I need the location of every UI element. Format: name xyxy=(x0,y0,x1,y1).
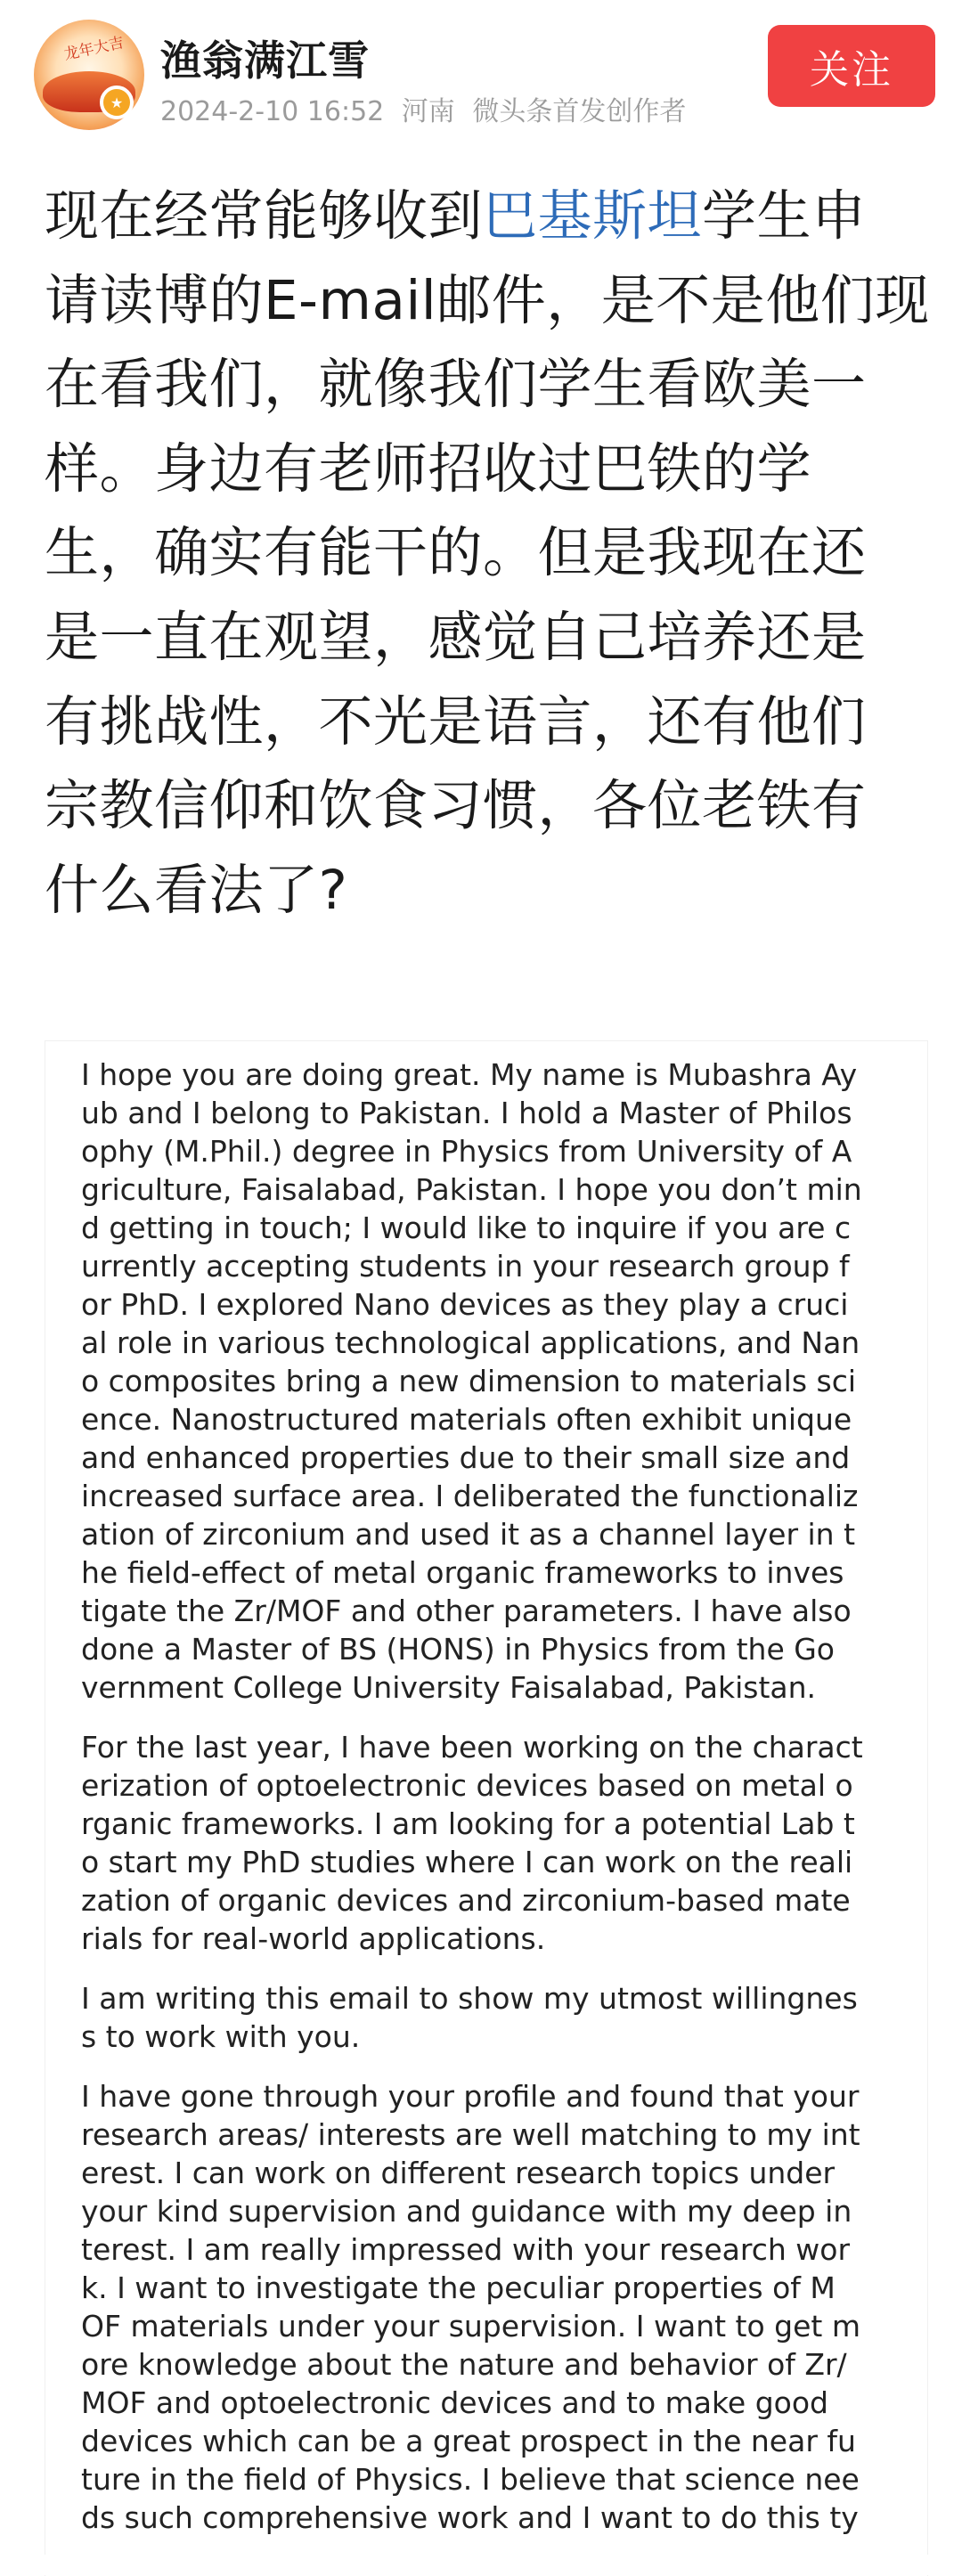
post-date: 2024-2-10 16:52 xyxy=(160,96,385,127)
email-line: s to work with you. xyxy=(81,2019,361,2054)
post-header xyxy=(0,0,962,151)
bottom-edge xyxy=(0,2555,962,2575)
email-line: devices which can be a great prospect in the near fu xyxy=(81,2424,856,2458)
post-line-text: 现在经常能够收到 xyxy=(45,184,484,248)
paragraph-gap xyxy=(81,2056,901,2077)
topic-link[interactable]: 巴基斯坦 xyxy=(483,184,703,248)
email-line: urrently accepting students in your research group f xyxy=(81,1249,850,1284)
email-line: and enhanced properties due to their small size and xyxy=(81,1440,851,1475)
post-location: 河南 xyxy=(401,96,455,127)
post-line xyxy=(45,175,926,259)
email-line: ds such comprehensive work and I want to do this ty xyxy=(81,2500,859,2535)
email-line: rganic frameworks. I am looking for a potential Lab t xyxy=(81,1806,855,1841)
paragraph-gap xyxy=(81,1707,901,1728)
email-line: I hope you are doing great. My name is Mubashra Ay xyxy=(81,1057,858,1092)
post-line: 是一直在观望，感觉自己培养还是 xyxy=(45,605,867,669)
email-line: increased surface area. I deliberated the functionaliz xyxy=(81,1479,859,1513)
post-line-text: 学生申 xyxy=(702,184,867,248)
creator-tag: 微头条首发创作者 xyxy=(472,96,687,127)
email-line: vernment College University Faisalabad, Pakistan. xyxy=(81,1670,817,1705)
email-line: I am writing this email to show my utmost willingnes xyxy=(81,1981,858,2016)
email-line: terest. I am really impressed with your research wor xyxy=(81,2232,851,2267)
email-line: griculture, Faisalabad, Pakistan. I hope you don’t min xyxy=(81,1172,862,1207)
email-line: tigate the Zr/MOF and other parameters. I have also xyxy=(81,1594,852,1628)
follow-button[interactable]: 关注 xyxy=(768,25,935,107)
email-line: done a Master of BS (HONS) in Physics from the Go xyxy=(81,1632,835,1667)
email-line: ophy (M.Phil.) degree in Physics from University of A xyxy=(81,1134,852,1169)
email-screenshot-image[interactable] xyxy=(45,1040,928,2576)
email-line: d getting in touch; I would like to inquire if you are c xyxy=(81,1211,852,1245)
avatar-caption: 龙年大吉 xyxy=(62,34,126,64)
post-body xyxy=(45,175,930,933)
post-meta xyxy=(160,89,695,128)
post-line: 有挑战性，不光是语言，还有他们 xyxy=(45,689,867,754)
post-line: 宗教信仰和饮食习惯，各位老铁有 xyxy=(45,774,867,838)
email-line: OF materials under your supervision. I want to get m xyxy=(81,2309,860,2344)
email-line: I have gone through your profile and found that your xyxy=(81,2079,860,2114)
post-line: 生，确实有能干的。但是我现在还 xyxy=(45,521,867,585)
email-body-text xyxy=(81,1056,901,2537)
paragraph-gap xyxy=(81,1958,901,1979)
author-name[interactable]: 渔翁满江雪 xyxy=(160,37,370,85)
email-line: erest. I can work on different research topics under xyxy=(81,2156,836,2190)
email-line: o start my PhD studies where I can work on the reali xyxy=(81,1845,853,1879)
post-line: 什么看法了? xyxy=(45,858,348,922)
email-line: zation of organic devices and zirconium-based mate xyxy=(81,1883,851,1918)
email-line: MOF and optoelectronic devices and to make good xyxy=(81,2385,829,2420)
email-line: erization of optoelectronic devices based on metal o xyxy=(81,1768,853,1803)
email-line: ub and I belong to Pakistan. I hold a Master of Philos xyxy=(81,1096,852,1130)
email-line: he field-effect of metal organic frameworks to inves xyxy=(81,1555,844,1590)
verified-creator-badge-icon: ★ xyxy=(100,86,134,119)
email-line: or PhD. I explored Nano devices as they play a cruci xyxy=(81,1287,849,1322)
email-line: ore knowledge about the nature and behavior of Zr/ xyxy=(81,2347,847,2382)
email-line: ence. Nanostructured materials often exhibit unique xyxy=(81,1402,852,1437)
post-line: 在看我们，就像我们学生看欧美一 xyxy=(45,353,867,417)
email-line: rials for real-world applications. xyxy=(81,1921,546,1956)
email-line: your kind supervision and guidance with my deep in xyxy=(81,2194,852,2229)
post-line: 请读博的E-mail邮件，是不是他们现 xyxy=(45,268,930,332)
email-line: k. I want to investigate the peculiar properties of M xyxy=(81,2270,836,2305)
email-line: o composites bring a new dimension to materials sci xyxy=(81,1364,857,1398)
email-line: al role in various technological applications, and Nan xyxy=(81,1325,860,1360)
email-line: ation of zirconium and used it as a channel layer in t xyxy=(81,1517,856,1552)
post-line: 样。身边有老师招收过巴铁的学 xyxy=(45,436,812,501)
email-line: For the last year, I have been working on the charact xyxy=(81,1730,863,1765)
email-line: ture in the field of Physics. I believe that science nee xyxy=(81,2462,860,2497)
email-line: research areas/ interests are well matching to my int xyxy=(81,2117,860,2152)
